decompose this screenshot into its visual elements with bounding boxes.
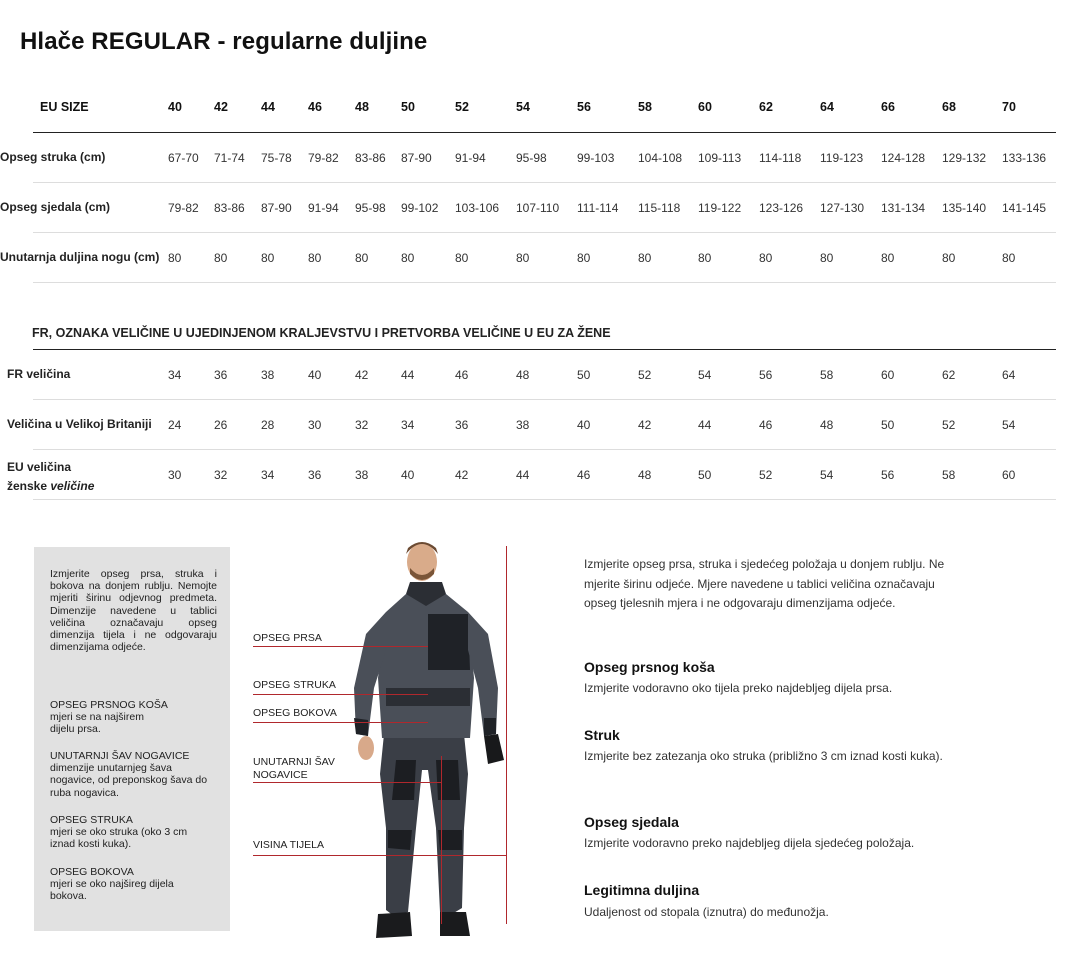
table-cell: 123-126 xyxy=(759,201,804,215)
table-cell: 91-94 xyxy=(308,201,339,215)
table-cell: 131-134 xyxy=(881,201,926,215)
section-text-leg-length: Udaljenost od stopala (iznutra) do međunožja. xyxy=(584,905,829,919)
table-cell: 80 xyxy=(638,251,652,265)
table-cell: 44 xyxy=(401,368,415,382)
size-column-header: 48 xyxy=(355,100,369,114)
waist-line xyxy=(253,694,428,695)
model-figure-illustration xyxy=(336,538,518,942)
eu-size-header: EU SIZE xyxy=(40,100,89,114)
chest-line xyxy=(253,646,428,647)
table-cell: 124-128 xyxy=(881,151,926,165)
eu-women-label-line2 xyxy=(7,477,94,496)
body-height-line xyxy=(506,546,507,924)
table-cell: 28 xyxy=(261,418,275,432)
section-text-waist: Izmjerite bez zatezanja oko struka (približno 3 cm iznad kosti kuka). xyxy=(584,749,943,763)
table-cell: 80 xyxy=(1002,251,1016,265)
table-cell: 80 xyxy=(308,251,322,265)
table-cell: 80 xyxy=(355,251,369,265)
section-text-chest: Izmjerite vodoravno oko tijela preko najdebljeg dijela prsa. xyxy=(584,681,893,695)
table-cell: 79-82 xyxy=(168,201,199,215)
table-cell: 34 xyxy=(401,418,415,432)
table-cell: 107-110 xyxy=(516,201,560,215)
table-cell: 48 xyxy=(516,368,530,382)
table-cell: 60 xyxy=(881,368,895,382)
size-column-header: 58 xyxy=(638,100,652,114)
table-cell: 46 xyxy=(577,468,591,482)
greybox-item-head: OPSEG BOKOVA xyxy=(50,866,134,878)
table-header-rule xyxy=(33,132,1056,133)
table-cell: 80 xyxy=(455,251,469,265)
greybox-item-inseam xyxy=(50,750,220,799)
table-cell: 71-74 xyxy=(214,151,245,165)
table-cell: 80 xyxy=(401,251,415,265)
table-cell: 38 xyxy=(355,468,369,482)
table-cell: 42 xyxy=(455,468,469,482)
table-cell: 54 xyxy=(698,368,712,382)
size-column-header: 66 xyxy=(881,100,895,114)
table-cell: 114-118 xyxy=(759,151,802,165)
table-cell: 83-86 xyxy=(355,151,386,165)
table-cell: 48 xyxy=(638,468,652,482)
table-cell: 46 xyxy=(759,418,773,432)
row-label-uk-size: Veličina u Velikoj Britaniji xyxy=(7,417,152,431)
table-cell: 42 xyxy=(355,368,369,382)
greybox-item-head: UNUTARNJI ŠAV NOGAVICE xyxy=(50,750,190,762)
size-column-header: 42 xyxy=(214,100,228,114)
inseam-line xyxy=(253,782,442,783)
table-cell: 83-86 xyxy=(214,201,245,215)
size-column-header: 62 xyxy=(759,100,773,114)
table-cell: 52 xyxy=(759,468,773,482)
label-inseam-line2: NOGAVICE xyxy=(253,769,308,781)
table-cell: 42 xyxy=(638,418,652,432)
table-cell: 38 xyxy=(516,418,530,432)
table-cell: 36 xyxy=(214,368,228,382)
size-column-header: 52 xyxy=(455,100,469,114)
table-cell: 80 xyxy=(516,251,530,265)
table-cell: 67-70 xyxy=(168,151,199,165)
table-cell: 99-103 xyxy=(577,151,615,165)
size-column-header: 40 xyxy=(168,100,182,114)
table-cell: 34 xyxy=(168,368,182,382)
table-cell: 119-123 xyxy=(820,151,864,165)
women-table-title: FR, OZNAKA VELIČINE U UJEDINJENOM KRALJEVSTVU I PRETVORBA VELIČINE U EU ZA ŽENE xyxy=(32,326,611,340)
label-inseam-line1: UNUTARNJI ŠAV xyxy=(253,756,335,768)
table-cell: 133-136 xyxy=(1002,151,1047,165)
table-cell: 80 xyxy=(168,251,182,265)
table-cell: 64 xyxy=(1002,368,1016,382)
table-cell: 109-113 xyxy=(698,151,742,165)
row-divider xyxy=(33,182,1056,183)
size-column-header: 60 xyxy=(698,100,712,114)
size-column-header: 54 xyxy=(516,100,530,114)
table-cell: 54 xyxy=(820,468,834,482)
greybox-item-text: dimenzije unutarnjeg šava nogavice, od preponskog šava do ruba nogavica. xyxy=(50,762,208,799)
row-label-inseam: Unutarnja duljina nogu (cm) xyxy=(0,250,160,264)
table-cell: 46 xyxy=(455,368,469,382)
table-cell: 54 xyxy=(1002,418,1016,432)
greybox-item-hips xyxy=(50,866,220,903)
table-cell: 95-98 xyxy=(516,151,547,165)
label-inseam xyxy=(253,756,335,782)
size-column-header: 46 xyxy=(308,100,322,114)
table-cell: 32 xyxy=(214,468,228,482)
table-cell: 95-98 xyxy=(355,201,386,215)
greybox-intro: Izmjerite opseg prsa, struka i bokova na donjem rublju. Nemojte mjeriti širinu odjevnog predmeta. Dimenzije navedene u tablici veličina označavaju opseg dimenzija tijela i ne odgovaraju dimenzijama odjeće. xyxy=(50,568,217,654)
row-label-eu-women xyxy=(7,458,94,496)
size-column-header: 64 xyxy=(820,100,834,114)
section-text-seat: Izmjerite vodoravno preko najdebljeg dijela sjedećeg položaja. xyxy=(584,836,915,850)
row-divider xyxy=(33,282,1056,283)
greybox-item-text: mjeri se oko struka (oko 3 cm iznad kosti kuka). xyxy=(50,826,188,851)
row-label-fr-size: FR veličina xyxy=(7,367,71,381)
table-cell: 103-106 xyxy=(455,201,500,215)
table-cell: 80 xyxy=(698,251,712,265)
table-cell: 87-90 xyxy=(261,201,292,215)
table-cell: 104-108 xyxy=(638,151,683,165)
table-cell: 87-90 xyxy=(401,151,432,165)
table-cell: 58 xyxy=(942,468,956,482)
table-cell: 26 xyxy=(214,418,228,432)
greybox-item-head: OPSEG PRSNOG KOŠA xyxy=(50,699,168,711)
table-cell: 56 xyxy=(881,468,895,482)
table-cell: 115-118 xyxy=(638,201,681,215)
greybox-item-head: OPSEG STRUKA xyxy=(50,814,133,826)
label-height: VISINA TIJELA xyxy=(253,839,325,851)
table-cell: 44 xyxy=(516,468,530,482)
table-cell: 127-130 xyxy=(820,201,865,215)
eu-women-label-line2-b: veličine xyxy=(50,479,95,493)
page-title: Hlače REGULAR - regularne duljine xyxy=(20,28,428,55)
table-cell: 80 xyxy=(214,251,228,265)
section-head-seat: Opseg sjedala xyxy=(584,814,679,830)
table-cell: 30 xyxy=(308,418,322,432)
table-cell: 80 xyxy=(820,251,834,265)
table-cell: 50 xyxy=(698,468,712,482)
table-cell: 40 xyxy=(577,418,591,432)
table-cell: 36 xyxy=(455,418,469,432)
table-cell: 56 xyxy=(759,368,773,382)
table-cell: 75-78 xyxy=(261,151,292,165)
table-cell: 129-132 xyxy=(942,151,987,165)
table-cell: 48 xyxy=(820,418,834,432)
table-cell: 62 xyxy=(942,368,956,382)
table-cell: 34 xyxy=(261,468,275,482)
greybox-item-text: mjeri se na najširem dijelu prsa. xyxy=(50,711,144,736)
table-header-rule xyxy=(33,349,1056,350)
size-column-header: 68 xyxy=(942,100,956,114)
table-cell: 52 xyxy=(942,418,956,432)
greybox-item-text: mjeri se oko najšireg dijela bokova. xyxy=(50,878,174,903)
table-cell: 58 xyxy=(820,368,834,382)
table-cell: 50 xyxy=(881,418,895,432)
table-cell: 99-102 xyxy=(401,201,439,215)
table-cell: 80 xyxy=(261,251,275,265)
eu-women-label-line1: EU veličina xyxy=(7,460,72,474)
inseam-vertical-line xyxy=(441,756,442,924)
row-label-waist: Opseg struka (cm) xyxy=(0,150,106,164)
table-cell: 80 xyxy=(942,251,956,265)
table-cell: 32 xyxy=(355,418,369,432)
table-cell: 141-145 xyxy=(1002,201,1047,215)
table-cell: 44 xyxy=(698,418,712,432)
row-divider xyxy=(33,232,1056,233)
table-cell: 40 xyxy=(401,468,415,482)
size-column-header: 50 xyxy=(401,100,415,114)
section-head-leg-length: Legitimna duljina xyxy=(584,882,700,898)
table-cell: 60 xyxy=(1002,468,1016,482)
table-cell: 119-122 xyxy=(698,201,742,215)
table-cell: 91-94 xyxy=(455,151,486,165)
section-head-waist: Struk xyxy=(584,727,620,743)
table-cell: 50 xyxy=(577,368,591,382)
size-column-header: 44 xyxy=(261,100,275,114)
label-chest: OPSEG PRSA xyxy=(253,632,322,644)
row-label-seat: Opseg sjedala (cm) xyxy=(0,200,111,214)
hips-line xyxy=(253,722,428,723)
table-cell: 80 xyxy=(759,251,773,265)
table-cell: 135-140 xyxy=(942,201,987,215)
table-cell: 38 xyxy=(261,368,275,382)
row-divider xyxy=(33,449,1056,450)
table-cell: 30 xyxy=(168,468,182,482)
label-hips: OPSEG BOKOVA xyxy=(253,707,337,719)
size-column-header: 70 xyxy=(1002,100,1016,114)
right-intro: Izmjerite opseg prsa, struka i sjedećeg položaja u donjem rublju. Ne mjerite širinu odjeće. Mjere navedene u tablici veličina označavaju opseg tjelesnih mjera i ne odgovaraju dimenzijama odjeće. xyxy=(584,557,945,610)
row-divider xyxy=(33,399,1056,400)
table-cell: 79-82 xyxy=(308,151,339,165)
table-cell: 52 xyxy=(638,368,652,382)
size-column-header: 56 xyxy=(577,100,591,114)
eu-women-label-line2-a: ženske xyxy=(7,479,51,493)
table-cell: 111-114 xyxy=(577,201,619,215)
table-cell: 80 xyxy=(577,251,591,265)
table-cell: 80 xyxy=(881,251,895,265)
label-waist: OPSEG STRUKA xyxy=(253,679,336,691)
greybox-item-chest xyxy=(50,699,220,736)
table-cell: 36 xyxy=(308,468,322,482)
section-head-chest: Opseg prsnog koša xyxy=(584,659,715,675)
table-cell: 24 xyxy=(168,418,182,432)
row-divider xyxy=(33,499,1056,500)
greybox-item-waist xyxy=(50,814,220,851)
height-line xyxy=(253,855,507,856)
table-cell: 40 xyxy=(308,368,322,382)
